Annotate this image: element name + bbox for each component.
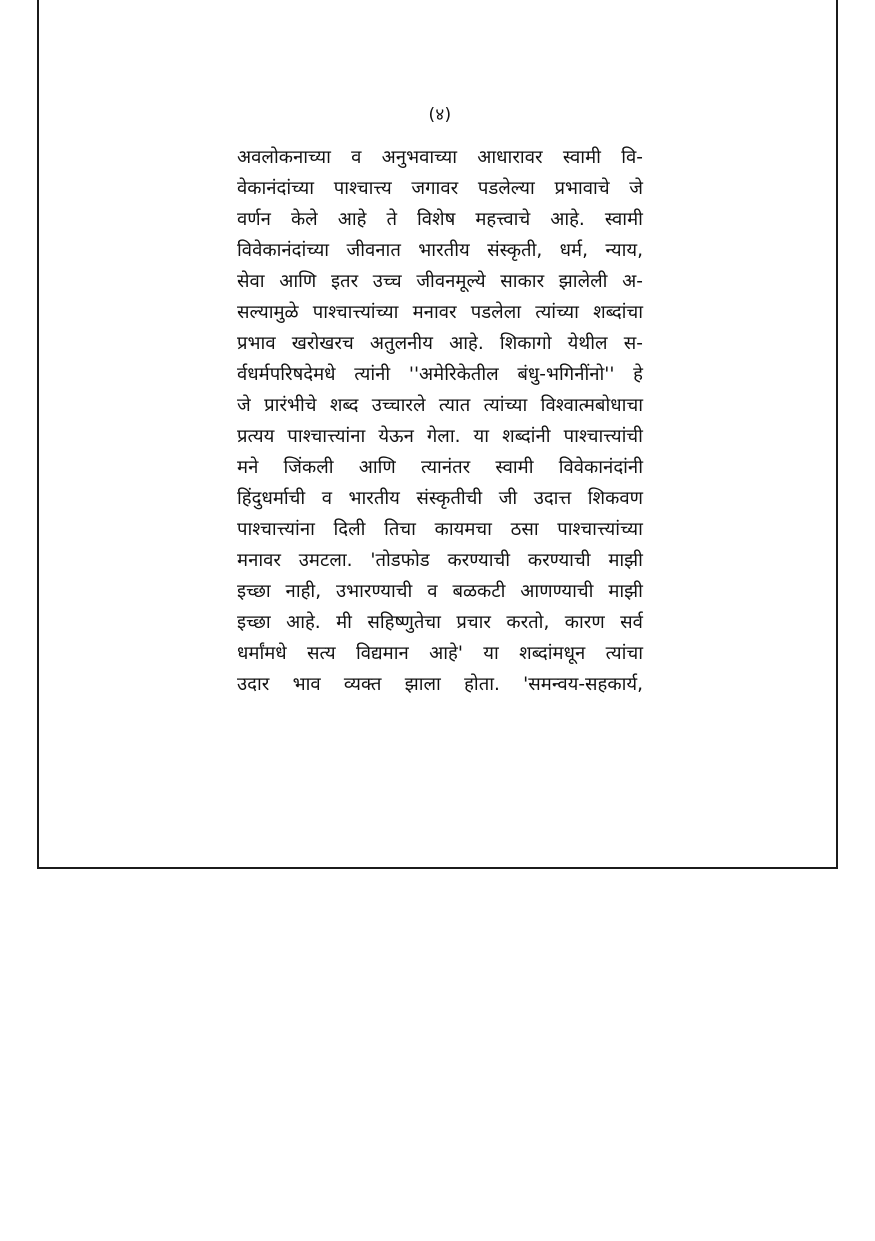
- text-word: शब्दांमधून: [519, 643, 586, 664]
- text-line: [237, 576, 643, 607]
- text-word: ठसा: [510, 519, 539, 540]
- text-word: न्याय,: [605, 240, 643, 261]
- text-word: आणि: [279, 271, 317, 292]
- text-word: जीवनात: [346, 240, 401, 261]
- text-word: आहे.: [286, 612, 321, 633]
- text-word: आणण्याची: [520, 581, 594, 602]
- text-word: शिकागो: [499, 333, 552, 354]
- text-word: ते: [386, 209, 397, 230]
- text-word: हे: [633, 364, 643, 385]
- text-word: इतर: [330, 271, 359, 292]
- text-word: येऊन: [378, 426, 414, 447]
- text-word: बळकटी: [452, 581, 506, 602]
- text-line: [237, 328, 643, 359]
- text-word: उदार: [237, 674, 270, 695]
- text-word: त्यांच्या: [535, 302, 579, 323]
- text-word: दिली: [333, 519, 366, 540]
- text-line: [237, 235, 643, 266]
- text-word: शिकवण: [587, 488, 643, 509]
- text-word: स्वामी: [562, 147, 601, 168]
- text-word: बंधु-भगिनींनो'': [517, 364, 615, 385]
- text-word: विद्यमान: [355, 643, 409, 664]
- text-word: प्रभाव: [237, 333, 276, 354]
- text-word: भारतीय: [348, 488, 400, 509]
- text-word: पाश्चात्त्य: [333, 178, 392, 199]
- text-word: भारतीय: [418, 240, 470, 261]
- text-line: [237, 142, 643, 173]
- text-line: [237, 514, 643, 545]
- text-word: उच्च: [372, 271, 402, 292]
- text-word: मी: [336, 612, 352, 633]
- text-word: गेला.: [426, 426, 461, 447]
- text-word: हिंदुधर्माची: [237, 488, 306, 509]
- text-word: कायमचा: [434, 519, 492, 540]
- text-word: या: [483, 643, 499, 664]
- text-word: सेवा: [237, 271, 265, 292]
- text-word: त्यांचा: [605, 643, 643, 664]
- text-word: या: [473, 426, 490, 447]
- text-line: [237, 452, 643, 483]
- text-word: झालेली: [558, 271, 608, 292]
- text-word: जे: [237, 395, 251, 416]
- text-word: शब्दांनी: [502, 426, 551, 447]
- text-word: इच्छा: [237, 612, 271, 633]
- text-word: उच्चारले: [371, 395, 426, 416]
- text-word: अतुलनीय: [369, 333, 433, 354]
- text-word: त्यात: [438, 395, 471, 416]
- text-word: झाला: [404, 674, 441, 695]
- text-word: मनावर: [412, 302, 457, 323]
- text-word: त्यानंतर: [420, 457, 471, 478]
- text-word: आहे: [337, 209, 367, 230]
- text-line: [237, 173, 643, 204]
- text-word: व: [427, 581, 438, 602]
- text-word: अवलोकनाच्या: [237, 147, 331, 168]
- text-word: आहे.: [449, 333, 484, 354]
- text-line: [237, 607, 643, 638]
- text-word: होता.: [464, 674, 500, 695]
- text-word: प्रत्यय: [237, 426, 275, 447]
- text-word: वेकानंदांच्या: [237, 178, 315, 199]
- text-word: पाश्चात्त्यांची: [563, 426, 643, 447]
- text-word: मने: [237, 457, 259, 478]
- text-word: स्वामी: [604, 209, 643, 230]
- text-word: धर्म,: [559, 240, 588, 261]
- text-word: विश्वात्मबोधाचा: [540, 395, 643, 416]
- text-word: संस्कृतीची: [416, 488, 483, 509]
- text-word: विवेकानंदांच्या: [237, 240, 330, 261]
- text-word: प्रारंभीचे: [264, 395, 317, 416]
- text-word: मनावर: [237, 550, 281, 571]
- text-word: स-: [623, 333, 643, 354]
- text-word: सर्व: [620, 612, 643, 633]
- text-word: नाही,: [285, 581, 322, 602]
- page-number: (४): [428, 105, 452, 125]
- body-text-block: [237, 142, 643, 700]
- text-word: पाश्चात्त्यांच्या: [557, 519, 643, 540]
- text-word: आणि: [358, 457, 396, 478]
- scanned-page-sheet: [37, 0, 838, 869]
- text-word: स्वामी: [495, 457, 534, 478]
- text-word: प्रभावाचे: [554, 178, 610, 199]
- text-word: जिंकली: [283, 457, 334, 478]
- text-line: [237, 421, 643, 452]
- text-word: शब्द: [329, 395, 359, 416]
- text-line: [237, 638, 643, 669]
- text-word: पडलेल्या: [477, 178, 535, 199]
- text-word: केले: [290, 209, 318, 230]
- text-word: इच्छा: [237, 581, 271, 602]
- text-line: [237, 483, 643, 514]
- text-word: जी: [498, 488, 518, 509]
- text-word: धर्मांमधे: [237, 643, 287, 664]
- text-word: करण्याची: [447, 550, 511, 571]
- text-word: 'समन्वय-सहकार्य,: [523, 674, 643, 695]
- text-word: साकार: [500, 271, 545, 292]
- text-word: पडलेला: [470, 302, 522, 323]
- text-word: करतो,: [506, 612, 550, 633]
- page-text-column: [237, 104, 643, 700]
- text-word: सहिष्णुतेचा: [367, 612, 441, 633]
- text-word: जे: [629, 178, 643, 199]
- text-line: [237, 266, 643, 297]
- text-line: [237, 204, 643, 235]
- text-word: तिचा: [384, 519, 416, 540]
- text-word: वि-: [621, 147, 643, 168]
- text-word: विवेकानंदांनी: [558, 457, 643, 478]
- text-word: वर्णन: [237, 209, 271, 230]
- text-word: सल्यामुळे: [237, 302, 299, 323]
- text-word: व्यक्त: [343, 674, 382, 695]
- text-word: पाश्चात्त्यांच्या: [312, 302, 399, 323]
- text-word: त्यांनी: [354, 364, 391, 385]
- text-word: त्यांच्या: [483, 395, 528, 416]
- text-word: भाव: [292, 674, 321, 695]
- text-word: कारण: [564, 612, 605, 633]
- text-word: उमटला.: [298, 550, 353, 571]
- text-word: प्रचार: [456, 612, 491, 633]
- text-word: व: [321, 488, 332, 509]
- text-word: आधारावर: [477, 147, 543, 168]
- text-word: सत्य: [307, 643, 336, 664]
- text-word: व: [351, 147, 362, 168]
- text-word: पाश्चात्त्यांना: [287, 426, 366, 447]
- text-word: 'तोडफोड: [370, 550, 430, 571]
- text-word: जगावर: [411, 178, 459, 199]
- text-word: अ-: [622, 271, 643, 292]
- text-word: येथील: [567, 333, 608, 354]
- text-word: खरोखरच: [291, 333, 354, 354]
- text-line: [237, 359, 643, 390]
- text-word: उदात्त: [533, 488, 572, 509]
- text-line: [237, 297, 643, 328]
- text-word: महत्त्वाचे: [475, 209, 531, 230]
- text-word: र्वधर्मपरिषदेमधे: [237, 364, 336, 385]
- text-word: आहे.: [550, 209, 585, 230]
- text-word: संस्कृती,: [487, 240, 543, 261]
- text-word: जीवनमूल्ये: [416, 271, 486, 292]
- text-word: अनुभवाच्या: [381, 147, 458, 168]
- text-word: विशेष: [416, 209, 456, 230]
- text-line: [237, 669, 643, 700]
- text-word: ''अमेरिकेतील: [408, 364, 499, 385]
- text-word: शब्दांचा: [593, 302, 643, 323]
- text-word: पाश्चात्त्यांना: [237, 519, 315, 540]
- text-word: माझी: [608, 550, 643, 571]
- text-word: उभारण्याची: [336, 581, 413, 602]
- text-line: [237, 390, 643, 421]
- text-word: आहे': [429, 643, 463, 664]
- text-line: [237, 545, 643, 576]
- text-word: माझी: [608, 581, 643, 602]
- text-word: करण्याची: [527, 550, 591, 571]
